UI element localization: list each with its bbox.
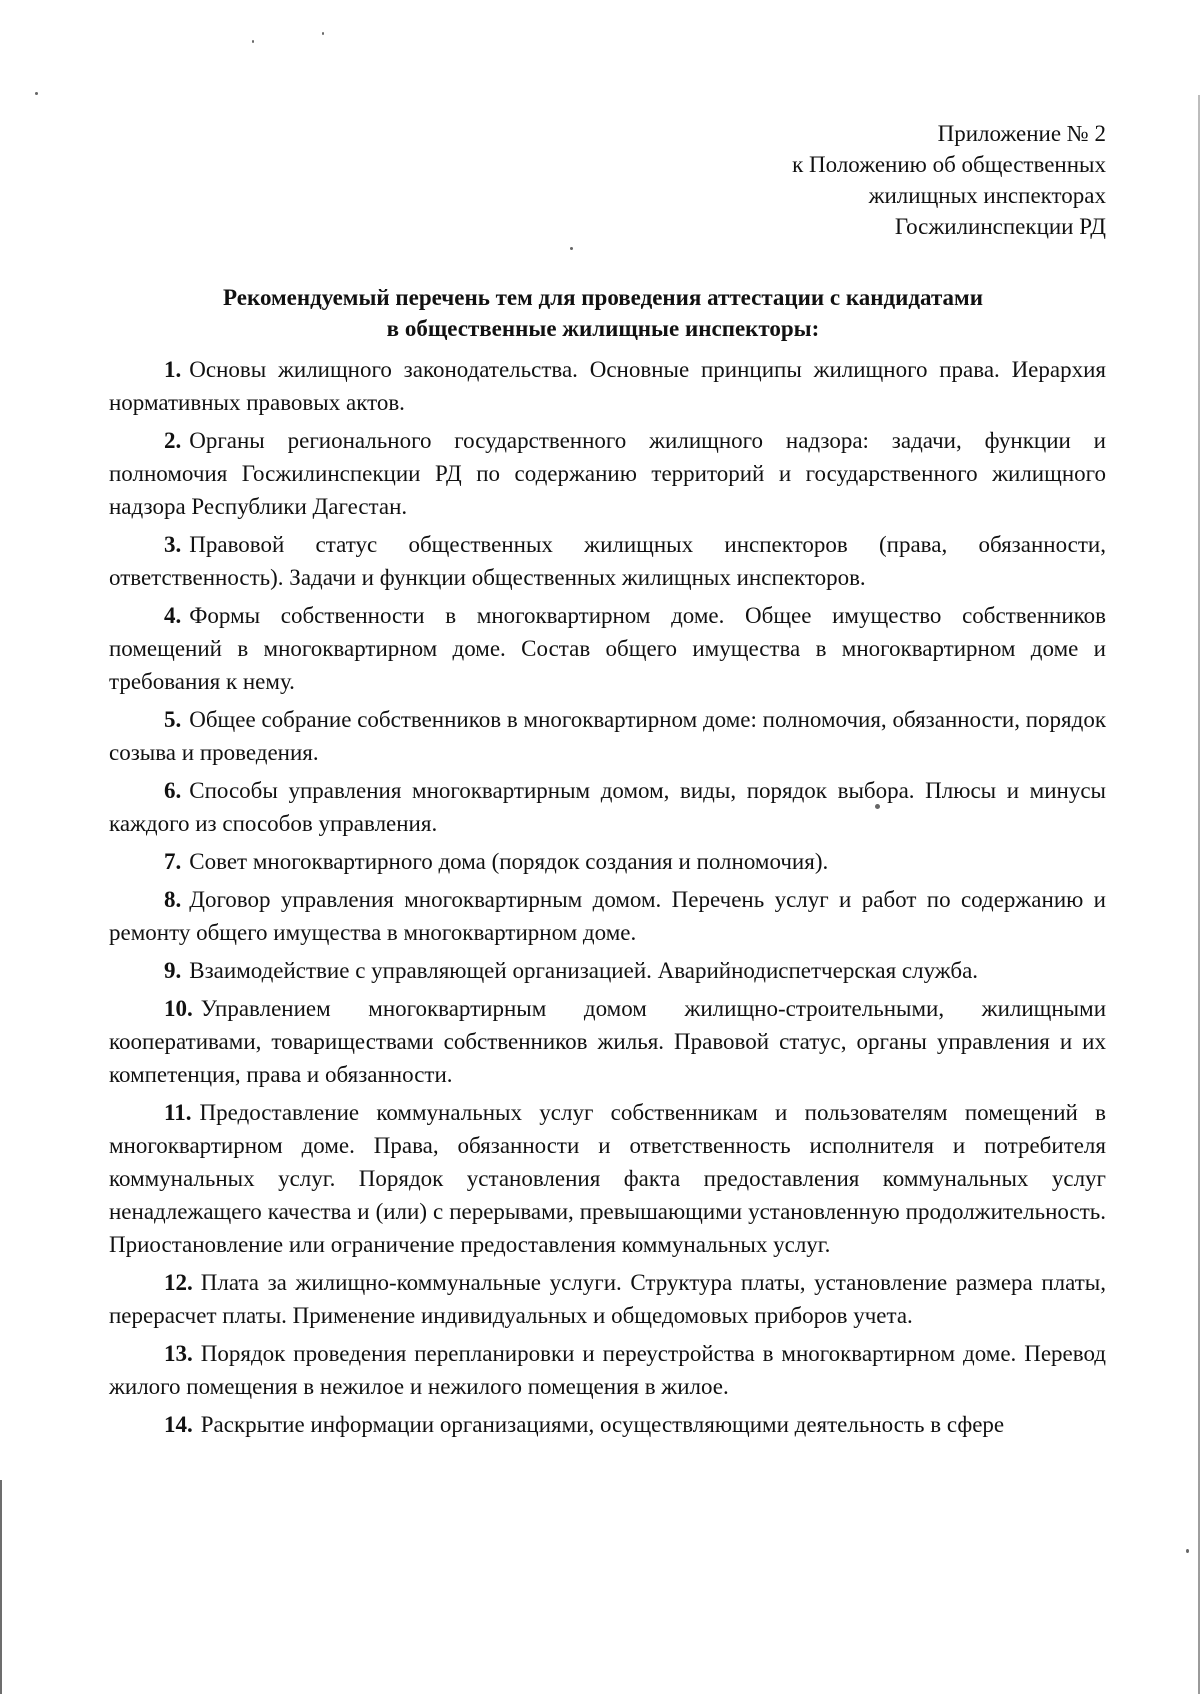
- scan-speck: [35, 92, 38, 95]
- item-text: Взаимодействие с управляющей организацией. Аварийнодиспетчерская служба.: [189, 958, 979, 983]
- list-item: [109, 703, 1106, 769]
- item-text: Порядок проведения перепланировки и переустройства в многоквартирном доме. Перевод жилого помещения в нежилое и нежилого помещения в жилое.: [109, 1341, 1106, 1399]
- scan-edge-left: [0, 1480, 2, 1694]
- item-text: Плата за жилищно-коммунальные услуги. Структура платы, установление размера платы, перерасчет платы. Применение индивидуальных и общедомовых приборов учета.: [109, 1270, 1106, 1328]
- topics-list: [109, 353, 1106, 1446]
- header-line: Приложение № 2: [937, 121, 1106, 146]
- list-item: [109, 954, 1106, 987]
- title-line: в общественные жилищные инспекторы:: [386, 316, 820, 341]
- item-number: 13.: [164, 1341, 193, 1366]
- item-number: 4.: [164, 603, 182, 628]
- item-text: Договор управления многоквартирным домом. Перечень услуг и работ по содержанию и ремонту общего имущества в многоквартирном доме.: [109, 887, 1106, 945]
- list-item: [109, 774, 1106, 840]
- header-line: к Положению об общественных: [792, 152, 1106, 177]
- item-number: 8.: [164, 887, 182, 912]
- item-number: 5.: [164, 707, 182, 732]
- item-text: Управлением многоквартирным домом жилищно-строительными, жилищными кооперативами, товариществами собственников жилья. Правовой статус, органы управления и их компетенция, права и обязанности.: [109, 996, 1106, 1087]
- item-text: Раскрытие информации организациями, осуществляющими деятельность в сфере: [200, 1412, 1005, 1437]
- item-number: 2.: [164, 428, 182, 453]
- item-text: Способы управления многоквартирным домом, виды, порядок выбора. Плюсы и минусы каждого из способов управления.: [109, 778, 1106, 836]
- item-number: 11.: [164, 1100, 192, 1125]
- item-number: 9.: [164, 958, 182, 983]
- scan-speck: [252, 40, 254, 43]
- item-number: 6.: [164, 778, 182, 803]
- list-item: [109, 528, 1106, 594]
- list-item: [109, 424, 1106, 523]
- item-number: 10.: [164, 996, 193, 1021]
- appendix-header: [792, 118, 1106, 242]
- list-item: [109, 992, 1106, 1091]
- item-text: Совет многоквартирного дома (порядок создания и полномочия).: [189, 849, 829, 874]
- item-number: 14.: [164, 1412, 193, 1437]
- scan-speck: [570, 247, 573, 250]
- list-item: [109, 1096, 1106, 1261]
- item-number: 1.: [164, 357, 182, 382]
- list-item: [109, 599, 1106, 698]
- item-number: 3.: [164, 532, 182, 557]
- list-item: [109, 883, 1106, 949]
- scan-speck: [1186, 1549, 1189, 1553]
- list-item: [109, 845, 1106, 878]
- item-text: Основы жилищного законодательства. Основные принципы жилищного права. Иерархия нормативных правовых актов.: [109, 357, 1106, 415]
- list-item: [109, 1337, 1106, 1403]
- scan-speck: [322, 32, 324, 35]
- item-text: Предоставление коммунальных услуг собственникам и пользователям помещений в многоквартирном доме. Права, обязанности и ответственность исполнителя и потребителя коммунальных услуг. Порядок установления факта предоставления коммунальных услуг ненадлежащего качества и (или) с перерывами, превышающими установленную продолжительность. Приостановление или ограничение предоставления коммунальных услуг.: [109, 1100, 1106, 1257]
- item-number: 7.: [164, 849, 182, 874]
- title-line: Рекомендуемый перечень тем для проведения аттестации с кандидатами: [223, 285, 983, 310]
- item-text: Формы собственности в многоквартирном доме. Общее имущество собственников помещений в многоквартирном доме. Состав общего имущества в многоквартирном доме и требования к нему.: [109, 603, 1106, 694]
- list-item: [109, 1266, 1106, 1332]
- item-number: 12.: [164, 1270, 193, 1295]
- list-item: [109, 1408, 1106, 1441]
- header-line: Госжилинспекции РД: [894, 214, 1106, 239]
- item-text: Общее собрание собственников в многоквартирном доме: полномочия, обязанности, порядок созыва и проведения.: [109, 707, 1106, 765]
- document-title: [100, 282, 1106, 344]
- item-text: Правовой статус общественных жилищных инспекторов (права, обязанности, ответственность). Задачи и функции общественных жилищных инспекторов.: [109, 532, 1106, 590]
- scan-speck: [875, 804, 880, 809]
- item-text: Органы регионального государственного жилищного надзора: задачи, функции и полномочия Госжилинспекции РД по содержанию территорий и государственного жилищного надзора Республики Дагестан.: [109, 428, 1106, 519]
- header-line: жилищных инспекторах: [868, 183, 1106, 208]
- list-item: [109, 353, 1106, 419]
